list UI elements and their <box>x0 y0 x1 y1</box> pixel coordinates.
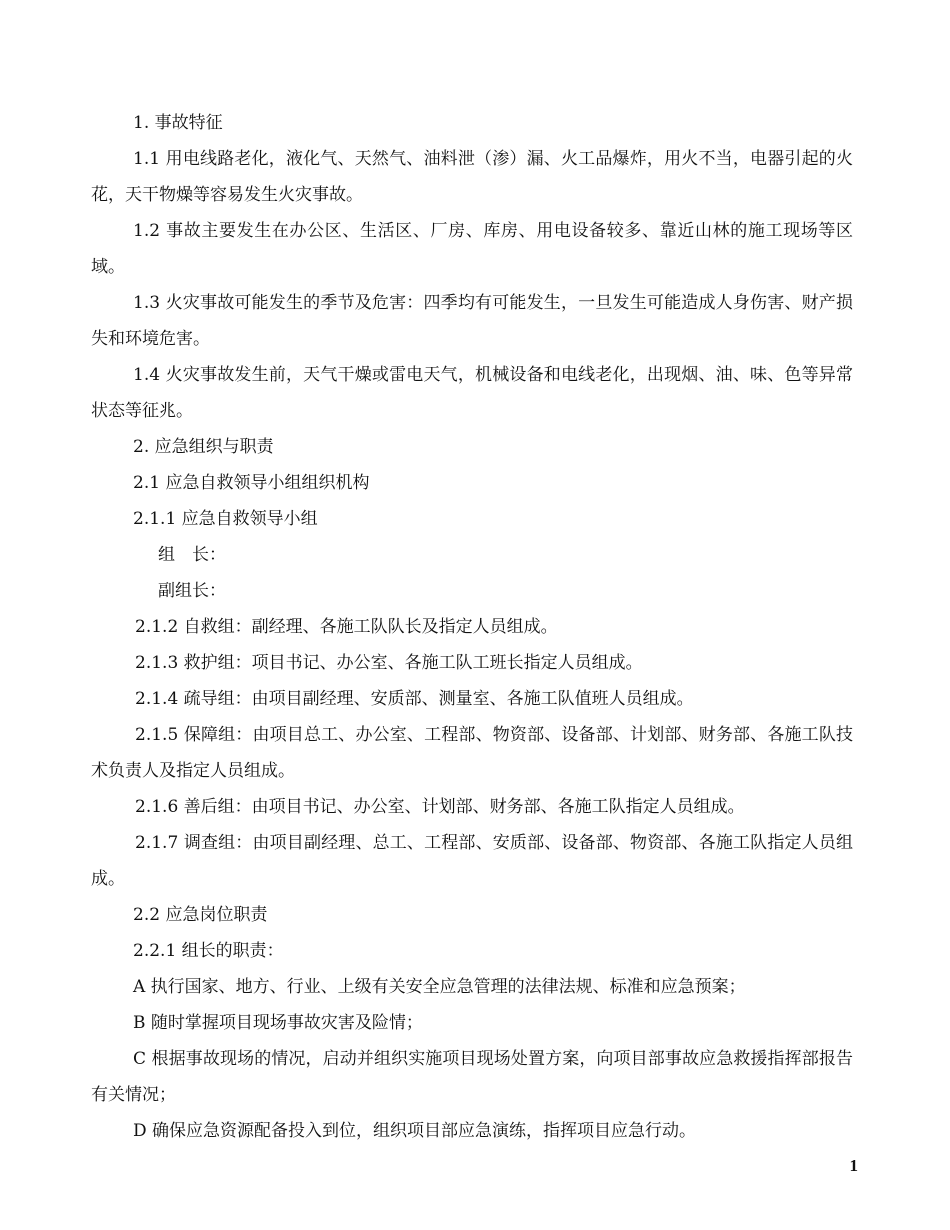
duty-item-b: B 随时掌握项目现场事故灾害及险情； <box>133 1013 423 1033</box>
paragraph-2-1-3: 2.1.3 救护组：项目书记、办公室、各施工队工班长指定人员组成。 <box>135 653 643 673</box>
heading-accident-features: 1. 事故特征 <box>133 113 223 133</box>
paragraph-1-1: 1.1 用电线路老化，液化气、天然气、油料泄（渗）漏、火工品爆炸，用火不当，电器引起的火花，天干物燥等容易发生火灾事故。 <box>91 149 853 205</box>
team-leader-line: 组 长： <box>158 545 226 565</box>
paragraph-2-1-2: 2.1.2 自救组：副经理、各施工队队长及指定人员组成。 <box>135 617 558 637</box>
page-number: 1 <box>849 1156 858 1175</box>
paragraph-1-2: 1.2 事故主要发生在办公区、生活区、厂房、库房、用电设备较多、靠近山林的施工现场等区域。 <box>91 221 853 277</box>
paragraph-2-1-6: 2.1.6 善后组：由项目书记、办公室、计划部、财务部、各施工队指定人员组成。 <box>135 797 745 817</box>
duty-item-d: D 确保应急资源配备投入到位，组织项目部应急演练，指挥项目应急行动。 <box>133 1121 697 1141</box>
heading-2-2: 2.2 应急岗位职责 <box>133 905 268 925</box>
heading-2-2-1: 2.2.1 组长的职责： <box>133 941 284 961</box>
heading-2-1: 2.1 应急自救领导小组组织机构 <box>133 473 370 493</box>
document-body <box>91 105 853 1149</box>
paragraph-1-4: 1.4 火灾事故发生前，天气干燥或雷电天气，机械设备和电线老化，出现烟、油、味、色等异常状态等征兆。 <box>91 365 853 421</box>
paragraph-2-1-7: 2.1.7 调查组：由项目副经理、总工、工程部、安质部、设备部、物资部、各施工队指定人员组成。 <box>91 833 853 889</box>
heading-2-1-1: 2.1.1 应急自救领导小组 <box>133 509 318 529</box>
paragraph-1-3: 1.3 火灾事故可能发生的季节及危害：四季均有可能发生，一旦发生可能造成人身伤害、财产损失和环境危害。 <box>91 293 853 349</box>
deputy-leader-line: 副组长： <box>158 581 226 601</box>
duty-item-a: A 执行国家、地方、行业、上级有关安全应急管理的法律法规、标准和应急预案； <box>133 977 746 997</box>
paragraph-2-1-5: 2.1.5 保障组：由项目总工、办公室、工程部、物资部、设备部、计划部、财务部、各施工队技术负责人及指定人员组成。 <box>91 725 853 781</box>
heading-emergency-organization: 2. 应急组织与职责 <box>133 437 274 457</box>
paragraph-2-1-4: 2.1.4 疏导组：由项目副经理、安质部、测量室、各施工队值班人员组成。 <box>135 689 694 709</box>
duty-item-c: C 根据事故现场的情况，启动并组织实施项目现场处置方案，向项目部事故应急救援指挥部报告有关情况； <box>91 1049 853 1105</box>
